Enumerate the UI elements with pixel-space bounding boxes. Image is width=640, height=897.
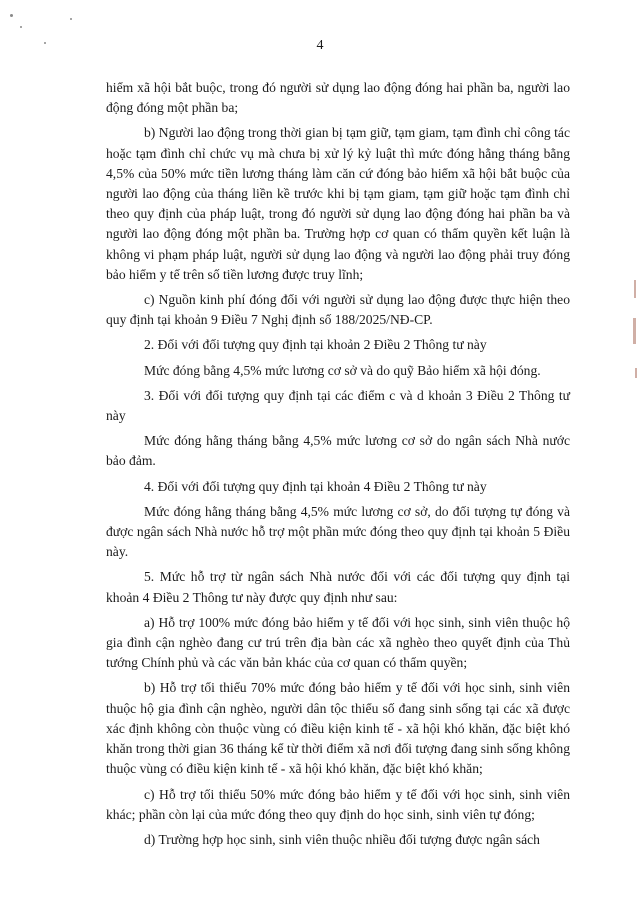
- paragraph-continuation: hiểm xã hội bắt buộc, trong đó người sử dụng lao động đóng hai phần ba, người lao động đóng một phần ba;: [106, 80, 570, 116]
- paragraph-section-4: Mức đóng hằng tháng bằng 4,5% mức lương cơ sở, do đối tượng tự đóng và được ngân sách Nhà nước hỗ trợ một phần mức đóng theo quy định tại khoản 5 Điều này.: [106, 503, 570, 560]
- scan-speck: [10, 14, 13, 17]
- paragraph-5c: c) Hỗ trợ tối thiểu 50% mức đóng bảo hiểm y tế đối với học sinh, sinh viên khác; phần còn lại của mức đóng theo quy định do học sinh, sinh viên tự đóng;: [106, 786, 570, 822]
- scan-speck: [20, 26, 22, 28]
- paragraph-5a: a) Hỗ trợ 100% mức đóng bảo hiểm y tế đối với học sinh, sinh viên thuộc hộ gia đình cận nghèo đang cư trú trên địa bàn các xã nghèo theo quyết định của Thủ tướng Chính phủ và các văn bản khác của cơ quan có thẩm quyền;: [106, 614, 570, 671]
- scan-edge-mark: [633, 318, 636, 344]
- paragraph-1b: b) Người lao động trong thời gian bị tạm giữ, tạm giam, tạm đình chỉ công tác hoặc tạm đình chỉ chức vụ mà chưa bị xử lý kỷ luật thì mức đóng hằng tháng bằng 4,5% của 50% mức tiền lương tháng làm căn cứ đóng bảo hiểm xã hội bắt buộc của người lao động của tháng liền kề trước khi bị tạm giam, tạm giữ hoặc tạm đình chỉ theo quy định của pháp luật, trong đó người sử dụng lao động đóng hai phần ba và người lao động đóng một phần ba. Trường hợp cơ quan có thẩm quyền kết luận là không vi phạm pháp luật, người sử dụng lao động và người lao động phải truy đóng bảo hiểm y tế trên số tiền lương được truy lĩnh;: [106, 125, 570, 282]
- scan-edge-mark: [634, 280, 636, 298]
- paragraph-section-3: Mức đóng hằng tháng bằng 4,5% mức lương cơ sở do ngân sách Nhà nước bảo đảm.: [106, 433, 570, 469]
- paragraph-5b: b) Hỗ trợ tối thiểu 70% mức đóng bảo hiểm y tế đối với học sinh, sinh viên thuộc hộ gia đình cận nghèo, người dân tộc thiểu số đang sinh sống tại các xã được xác định không còn thuộc vùng có điều kiện kinh tế - xã hội khó khăn, đặc biệt khó khăn trong thời gian 36 tháng kể từ thời điểm xã nơi đối tượng đang sinh sống không thuộc vùng có điều kiện kinh tế - xã hội khó khăn, đặc biệt khó khăn;: [106, 680, 570, 777]
- heading-section-4: 4. Đối với đối tượng quy định tại khoản 4 Điều 2 Thông tư này: [144, 478, 487, 494]
- heading-section-2: 2. Đối với đối tượng quy định tại khoản 2 Điều 2 Thông tư này: [144, 337, 487, 353]
- document-body: [106, 78, 570, 855]
- paragraph-section-2: Mức đóng bằng 4,5% mức lương cơ sở và do quỹ Bảo hiểm xã hội đóng.: [144, 362, 541, 378]
- heading-section-5: 5. Mức hỗ trợ từ ngân sách Nhà nước đối với các đối tượng quy định tại khoản 4 Điều 2 Thông tư này được quy định như sau:: [106, 569, 570, 605]
- paragraph-1c: c) Nguồn kinh phí đóng đối với người sử dụng lao động được thực hiện theo quy định tại khoản 9 Điều 7 Nghị định số 188/2025/NĐ-CP.: [106, 292, 570, 328]
- page-number: 4: [316, 38, 324, 53]
- paragraph-5d: d) Trường hợp học sinh, sinh viên thuộc nhiều đối tượng được ngân sách: [144, 831, 540, 847]
- scan-edge-mark: [635, 368, 637, 378]
- heading-section-3: 3. Đối với đối tượng quy định tại các điểm c và d khoản 3 Điều 2 Thông tư này: [106, 387, 570, 424]
- scan-speck: [70, 18, 72, 20]
